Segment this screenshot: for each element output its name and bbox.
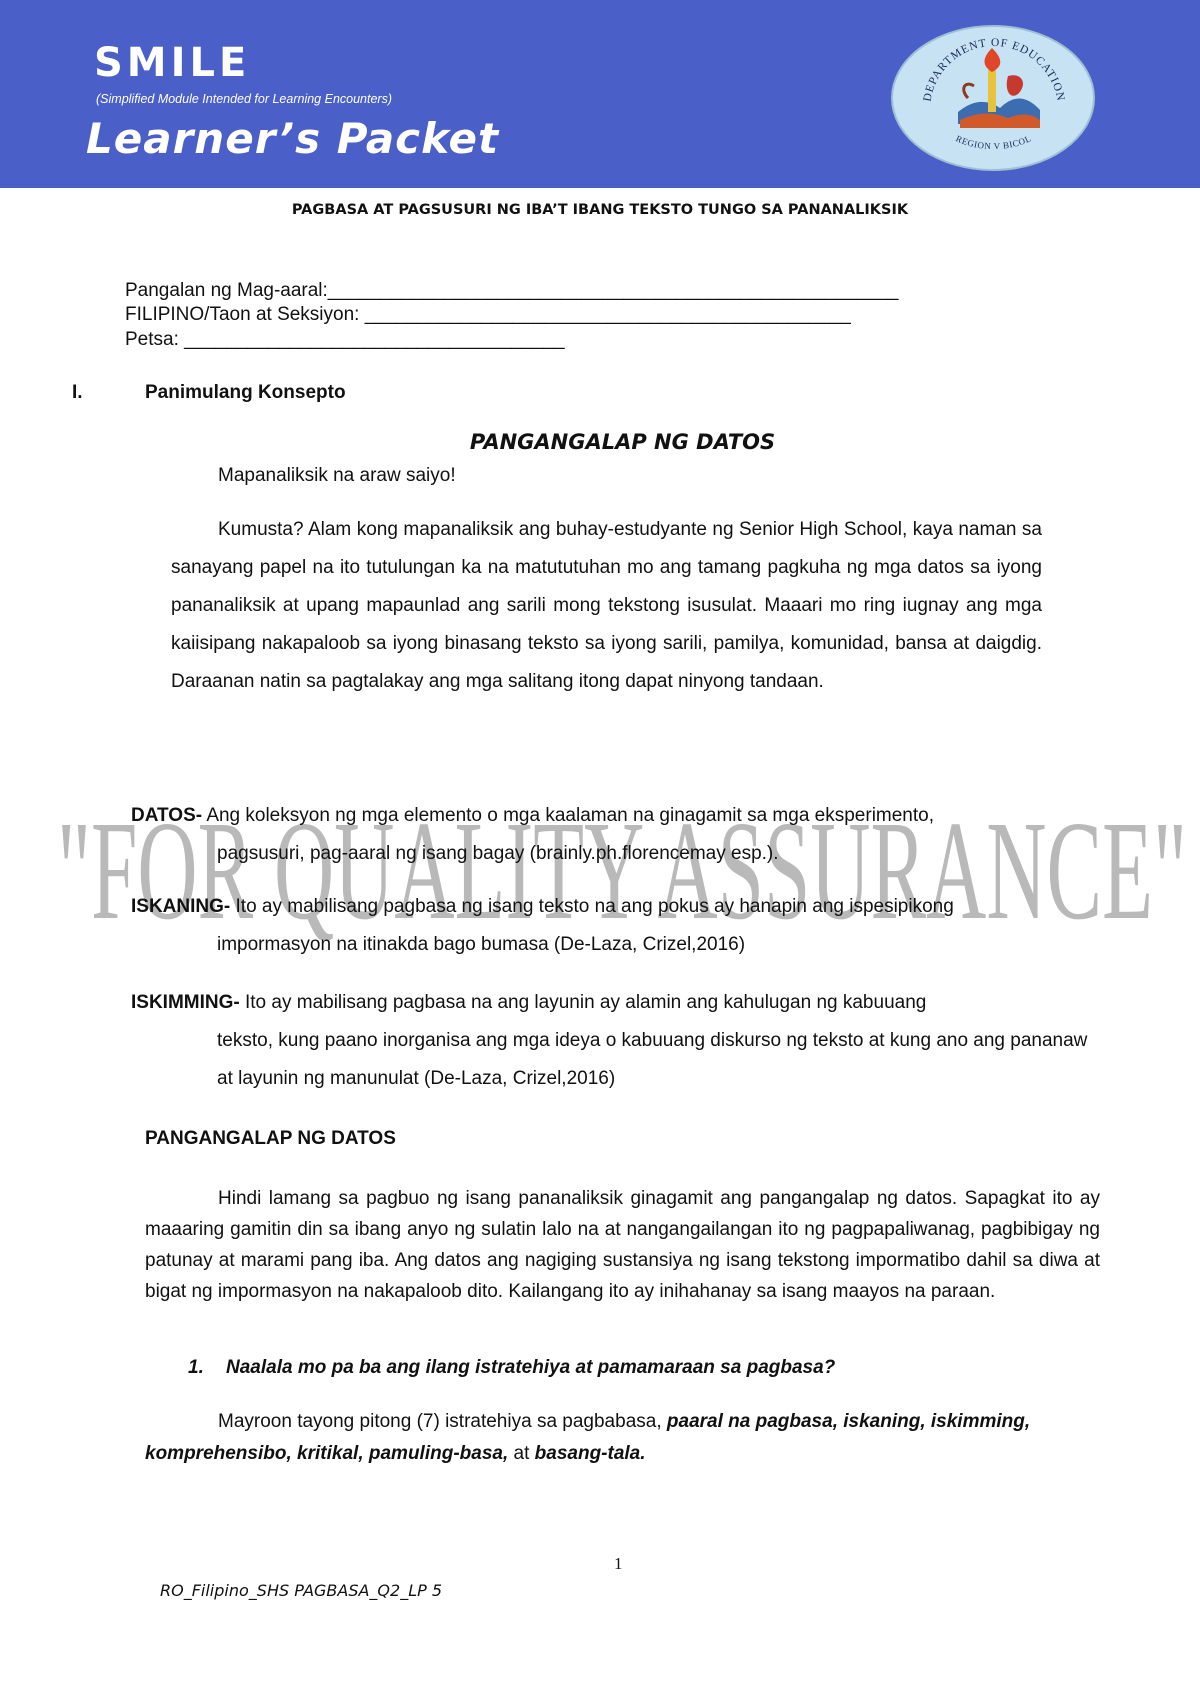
definition-iskaning: ISKANING- Ito ay mabilisang pagbasa ng isang teksto na ang pokus ay hanapin ang ispesipikong impormasyon na itinakda bago bumasa (De-Laza, Crizel,2016) (131, 896, 954, 955)
deped-seal-icon (890, 24, 1096, 172)
document-title: PAGBASA AT PAGSUSURI NG IBA’T IBANG TEKSTO TUNGO SA PANANALIKSIK (291, 202, 909, 218)
section-number: I. (72, 382, 83, 403)
main-heading: PANGANGALAP NG DATOS (469, 430, 776, 454)
footer-code: RO_Filipino_SHS PAGBASA_Q2_LP 5 (160, 1581, 443, 1600)
smile-subtitle: (Simplified Module Intended for Learning Encounters) (96, 92, 393, 106)
definition-term: ISKIMMING- (131, 992, 240, 1013)
body-paragraph: Hindi lamang sa pagbuo ng isang pananaliksik ginagamit ang pangangalap ng datos. Sapagkat ito ay maaaring gamitin din sa ibang anyo ng sulatin lalo na at nangangailangan ito ng pagpapaliwanag, pagbibigay ng patunay at marami pang iba. Ang datos ang nagiging sustansiya ng isang tekstong impormatibo dahil sa diwa at bigat ng impormasyon na nakapaloob dito. Kailangang ito ay inihahanay sa isang maayos na paraan. (145, 1188, 1100, 1302)
greeting: Mapanaliksik na araw saiyo! (218, 465, 456, 486)
seal-top-text: DEPARTMENT OF EDUCATION (921, 36, 1067, 103)
section-title: Panimulang Konsepto (145, 382, 346, 403)
strategies-paragraph: Mayroon tayong pitong (7) istratehiya sa pagbabasa, paaral na pagbasa, iskaning, iskimming, komprehensibo, kritikal, pamuling-basa, at basang-tala. (145, 1411, 1031, 1464)
definition-iskimming: ISKIMMING- Ito ay mabilisang pagbasa na ang layunin ay alamin ang kahulugan ng kabuuang teksto, kung paano inorganisa ang mga ideya o kabuuang diskurso ng teksto at kung ano ang pananaw at layunin ng manunulat (De-Laza, Crizel,2016) (131, 992, 1088, 1089)
seal-bottom-text: REGION V BICOL (954, 133, 1033, 152)
subheading: PANGANGALAP NG DATOS (145, 1128, 396, 1149)
year-section-field[interactable]: FILIPINO/Taon at Seksiyon: ______________________________________________ (125, 304, 851, 325)
definition-term: ISKANING- (131, 896, 231, 917)
definition-term: DATOS- (131, 805, 203, 826)
intro-paragraph: Kumusta? Alam kong mapanaliksik ang buhay-estudyante ng Senior High School, kaya naman sa sanayang papel na ito tutulungan ka na matututuhan mo ang tamang pagkuha ng mga datos sa iyong pananaliksik at upang mapaunlad ang sarili mong tekstong isusulat. Maaari mo ring iugnay ang mga kaiisipang nakapaloob sa iyong binasang teksto sa iyong sarili, pamilya, komunidad, bansa at daigdig. Daraanan natin sa pagtalakay ang mga salitang itong dapat ninyong tandaan. (171, 519, 1042, 692)
definition-datos: DATOS- Ang koleksyon ng mga elemento o mga kaalaman na ginagamit sa mga eksperimento, pagsusuri, pag-aaral ng isang bagay (brainly.ph.florencemay esp.). (131, 805, 934, 864)
page-number: 1 (614, 1554, 623, 1573)
smile-logo-text: SMILE (94, 40, 251, 86)
name-field[interactable]: Pangalan ng Mag-aaral:______________________________________________________ (125, 280, 899, 301)
question-1: 1. Naalala mo pa ba ang ilang istratehiya at pamamaraan sa pagbasa? (188, 1357, 836, 1378)
svg-text:"FOR QUALITY ASSURANCE": "FOR QUALITY ASSURANCE" (57, 791, 1187, 940)
date-field[interactable]: Petsa: ____________________________________ (125, 329, 565, 350)
packet-title: Learner’s Packet (86, 114, 500, 163)
header-banner (0, 0, 1200, 188)
